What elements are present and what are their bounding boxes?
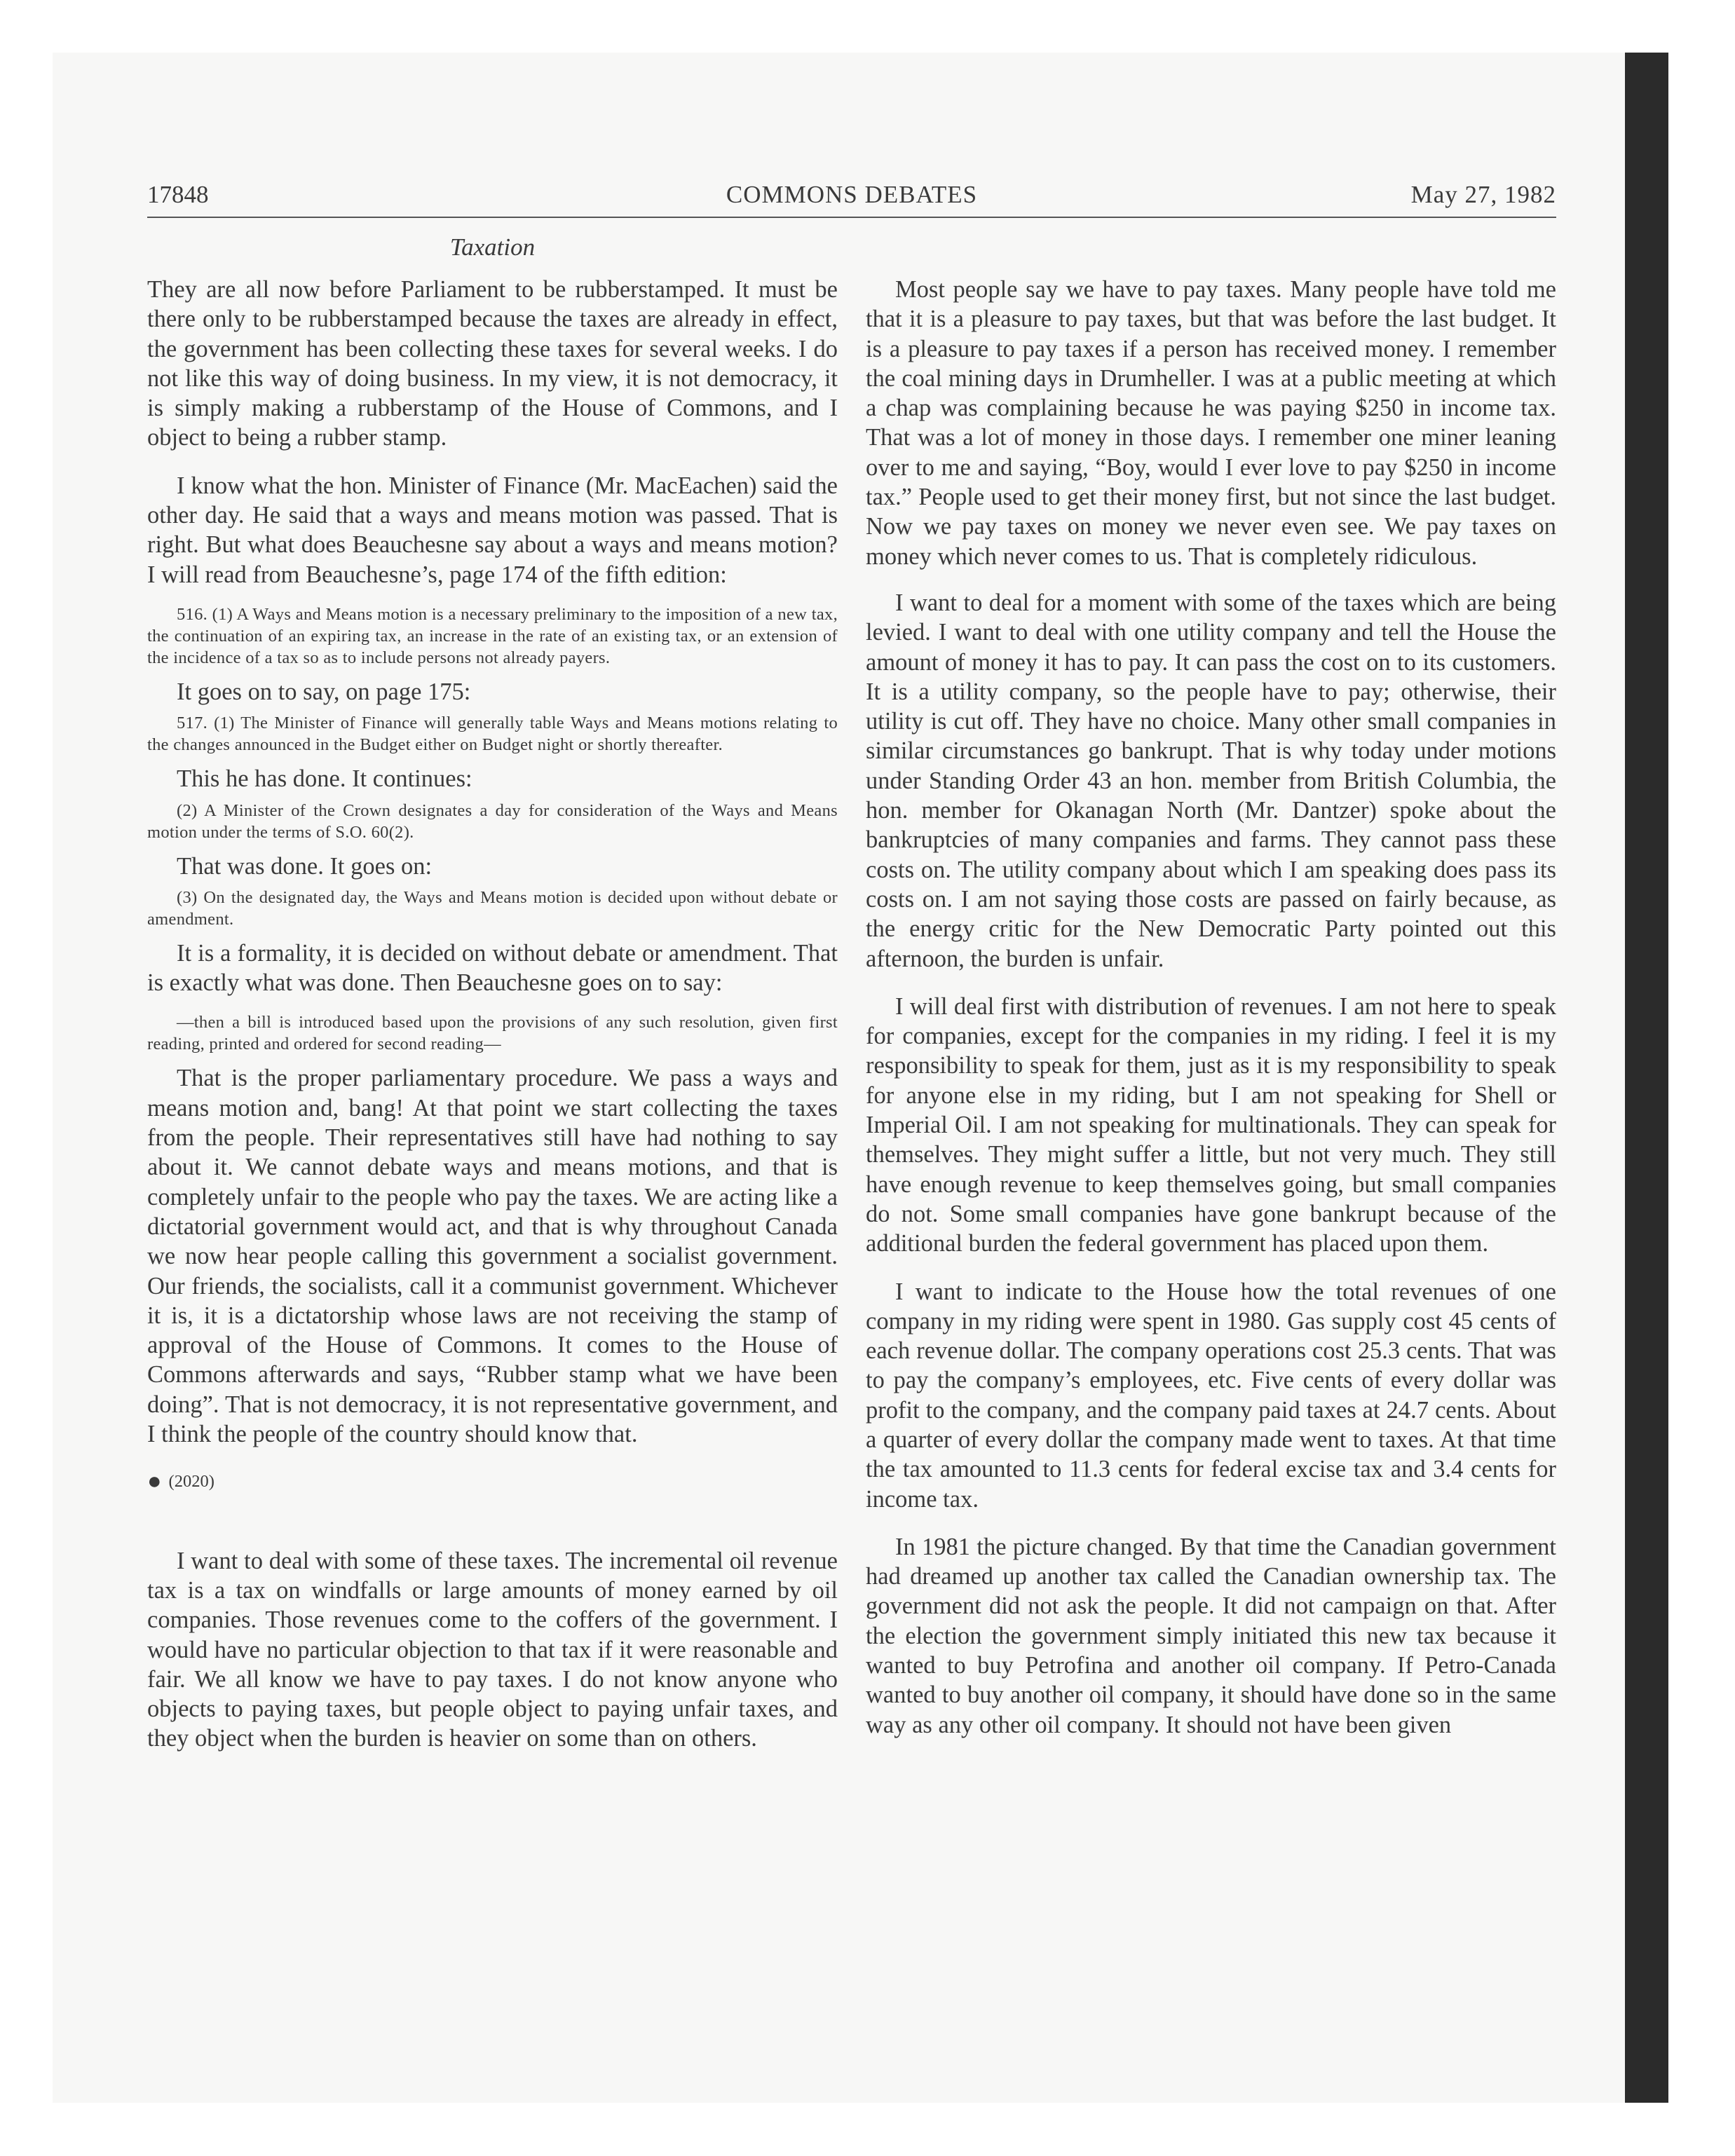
paragraph: That was done. It goes on: — [177, 852, 433, 880]
paragraph: I want to deal for a moment with some of the taxes which are being levied. I want to deal with one utility company and tell the House the amount of money it has to pay. It can pass the cost on to its customers. It is a utility company, so the people have to pay; otherwise, their utility is cut off. They have no choice. Many other small companies in similar circumstances go bankrupt. That is why today under motions under Standing Order 43 an hon. member from British Columbia, the hon. member for Okanagan North (Mr. Dantzer) spoke about the bankruptcies of many companies and farms. They cannot pass these costs on. The utility company about which I am speaking does pass its costs on. I am not saying those costs are passed on fairly because, as the energy critic for the New Democratic Party pointed out this afternoon, the burden is unfair. — [866, 589, 1556, 972]
left-column — [147, 275, 838, 1772]
time-marker-label: (2020) — [168, 1472, 215, 1492]
block-quote: —then a bill is introduced based upon the provisions of any such resolution, given first reading, printed and ordered for second reading— — [147, 1013, 838, 1054]
block-quote: 517. (1) The Minister of Finance will generally table Ways and Means motions relating to the changes announced in the Budget either on Budget night or shortly thereafter. — [147, 714, 838, 755]
paragraph: They are all now before Parliament to be rubberstamped. It must be there only to be rubberstamped because the taxes are already in effect, the government has been collecting these taxes for several weeks. I do not like this way of doing business. In my view, it is not democracy, it is simply making a rubberstamp of the House of Commons, and I object to being a rubber stamp. — [147, 276, 838, 451]
bullet-icon: ● — [147, 1468, 162, 1495]
paragraph: Most people say we have to pay taxes. Many people have told me that it is a pleasure to pay taxes, but that was before the last budget. It is a pleasure to pay taxes if a person has received money. I remember the coal mining days in Drumheller. I was at a public meeting at which a chap was complaining because he was paying $250 in income tax. That was a lot of money in those days. I remember one miner leaning over to me and saying, “Boy, would I ever love to pay $250 in income tax.” People used to get their money first, but not since the last budget. Now we pay taxes on money we never even see. We pay taxes on money which never comes to us. That is completely ridiculous. — [866, 276, 1556, 570]
paragraph: I want to deal with some of these taxes. The incremental oil revenue tax is a tax on windfalls or large amounts of money earned by oil companies. Those revenues come to the coffers of the government. I would have no particular objection to that tax if it were reasonable and fair. We all know we have to pay taxes. I do not know anyone who objects to paying taxes, but people object to paying unfair taxes, and they object when the burden is heavier on some than on others. — [147, 1547, 838, 1752]
block-quote: (2) A Minister of the Crown designates a day for consideration of the Ways and Means motion under the terms of S.O. 60(2). — [147, 800, 838, 842]
block-quote: (3) On the designated day, the Ways and Means motion is decided upon without debate or amendment. — [147, 887, 838, 929]
page-number: 17848 — [147, 181, 209, 208]
paragraph: That is the proper parliamentary procedure. We pass a ways and means motion and, bang! At that point we start collecting the taxes from the people. Their representatives still have had nothing to say about it. We cannot debate ways and means motions, and that is completely unfair to the people who pay the taxes. We are acting like a dictatorial government would act, and that is why throughout Canada we now hear people calling this government a socialist government. Our friends, the socialists, call it a communist government. Whichever it is, it is a dictatorship whose laws are not receiving the stamp of approval of the House of Commons. It comes to the House of Commons afterwards and says, “Rubber stamp what we have been doing”. That is not democracy, it is not representative government, and I think the people of the country should know that. — [147, 1065, 838, 1448]
time-marker — [147, 1467, 838, 1496]
paragraph: It goes on to say, on page 175: — [177, 678, 471, 705]
subject-heading: Taxation — [449, 233, 536, 261]
paragraph: I want to indicate to the House how the total revenues of one company in my riding were spent in 1980. Gas supply cost 45 cents of each revenue dollar. The company operations cost 25.3 cents. That was to pay the company’s employees, etc. Five cents of every dollar was profit to the company, and the company paid taxes at 24.7 cents. About a quarter of every dollar the company made went to taxes. At that time the tax amounted to 11.3 cents for federal excise tax and 3.4 cents for income tax. — [866, 1278, 1556, 1513]
page-header — [147, 180, 1556, 218]
page-date: May 27, 1982 — [1410, 181, 1556, 208]
publication-title: COMMONS DEBATES — [726, 181, 978, 208]
right-column — [866, 275, 1556, 1758]
paragraph: I will deal first with distribution of revenues. I am not here to speak for companies, except for the companies in my riding. I feel it is my responsibility to speak for them, just as it is my responsibility to speak for anyone else in my riding, but I am not speaking for Shell or Imperial Oil. I am not speaking for multinationals. They can speak for themselves. They might suffer a little, but not very much. They still have enough revenue to keep themselves going, but small companies do not. Some small companies have gone bankrupt because of the additional burden the federal government has placed upon them. — [866, 992, 1556, 1257]
block-quote: 516. (1) A Ways and Means motion is a necessary preliminary to the imposition of a new tax, the continuation of an expiring tax, an increase in the rate of an existing tax, or an extension of the incidence of a tax so as to include persons not already payers. — [147, 604, 838, 667]
paragraph: In 1981 the picture changed. By that time the Canadian government had dreamed up another tax called the Canadian ownership tax. The government did not ask the people. It did not campaign on that. After the election the government simply initiated this new tax because it wanted to buy Petrofina and another oil company. If Petro-Canada wanted to buy another oil company, it should have done so in the same way as any other oil company. It should not have been given — [866, 1533, 1556, 1738]
paragraph: I know what the hon. Minister of Finance (Mr. MacEachen) said the other day. He said that a ways and means motion was passed. That is right. But what does Beauchesne say about a ways and means motion? I will read from Beauchesne’s, page 174 of the fifth edition: — [147, 472, 838, 588]
paragraph: This he has done. It continues: — [177, 765, 472, 793]
scan-edge-shadow — [1625, 53, 1668, 2103]
paragraph: It is a formality, it is decided on without debate or amendment. That is exactly what was done. Then Beauchesne goes on to say: — [147, 939, 838, 997]
